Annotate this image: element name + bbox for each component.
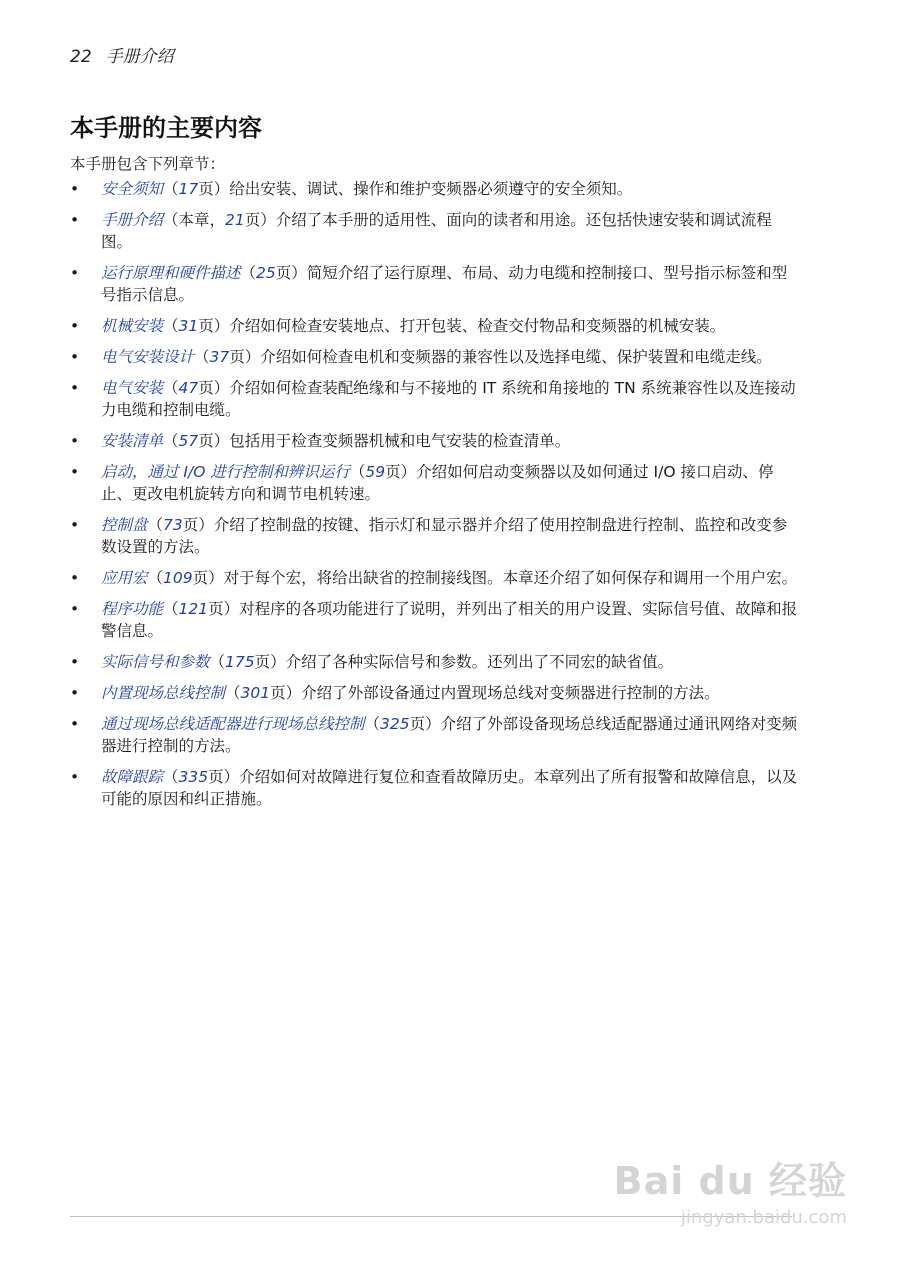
page-ref-open: （ — [163, 600, 179, 618]
chapter-item — [70, 682, 800, 704]
page-number: 22 — [70, 47, 92, 67]
chapter-link[interactable]: 程序功能 — [101, 600, 164, 618]
bullet-icon: • — [70, 317, 80, 335]
chapter-item — [70, 651, 800, 673]
bullet-icon: • — [70, 715, 80, 733]
page-ref-unit: 页） — [198, 180, 230, 198]
page-ref-open: （ — [147, 569, 164, 587]
page-header — [70, 42, 174, 67]
page-ref-unit: 页） — [254, 653, 286, 671]
chapter-description: 给出安装、调试、操作和维护变频器必须遵守的安全须知。 — [229, 180, 633, 198]
page-ref-number[interactable]: 325 — [380, 715, 410, 733]
page-ref-open: （ — [163, 211, 179, 229]
page-ref-open: （ — [225, 684, 241, 702]
chapter-link[interactable]: 电气安装设计 — [101, 348, 195, 366]
page-ref-number[interactable]: 21 — [225, 211, 245, 229]
bullet-icon: • — [70, 379, 80, 397]
page-ref-open: （ — [194, 348, 210, 366]
page-ref-open: （ — [240, 264, 257, 282]
page-ref-open: （ — [349, 463, 366, 481]
chapter-description: 对于每个宏，将给出缺省的控制接线图。本章还介绍了如何保存和调用一个用户宏。 — [223, 569, 798, 587]
chapter-link[interactable]: 实际信号和参数 — [101, 653, 210, 671]
chapter-item — [70, 461, 800, 505]
page-ref-number[interactable]: 335 — [178, 768, 209, 786]
page-ref-open: （ — [209, 653, 226, 671]
page-ref-number[interactable]: 47 — [178, 379, 199, 397]
chapter-link[interactable]: 应用宏 — [101, 569, 148, 587]
page-ref-unit: 页） — [409, 715, 441, 733]
page-ref-unit: 页） — [229, 348, 261, 366]
chapter-item — [70, 514, 800, 558]
page-ref-unit: 页） — [275, 264, 307, 282]
page-ref-number[interactable]: 73 — [163, 516, 183, 534]
chapter-description: 介绍了控制盘的按键、指示灯和显示器并介绍了使用控制盘进行控制、监控和改变参数设置的方法。 — [101, 516, 788, 556]
intro-text: 本手册包含下列章节： — [70, 155, 226, 173]
page-ref-unit: 页） — [192, 569, 224, 587]
chapter-item — [70, 178, 800, 200]
chapter-link[interactable]: 控制盘 — [101, 516, 148, 534]
page-ref-unit: 页） — [198, 317, 230, 335]
chapter-item — [70, 315, 800, 337]
chapter-item — [70, 377, 800, 421]
watermark — [614, 1150, 847, 1228]
bullet-icon: • — [70, 569, 80, 587]
bullet-icon: • — [70, 211, 80, 229]
chapter-link[interactable]: 机械安装 — [101, 317, 164, 335]
page-ref-number[interactable]: 59 — [365, 463, 386, 481]
chapter-description: 介绍了外部设备通过内置现场总线对变频器进行控制的方法。 — [301, 684, 720, 702]
chapter-list — [70, 178, 800, 819]
page-ref-open: （ — [163, 432, 179, 450]
bullet-icon: • — [70, 653, 80, 671]
chapter-link[interactable]: 手册介绍 — [101, 211, 164, 229]
chapter-item — [70, 209, 800, 253]
page-title: 本手册的主要内容 — [70, 114, 262, 142]
bullet-icon: • — [70, 600, 80, 618]
page-ref-number[interactable]: 25 — [256, 264, 276, 282]
page-ref-number[interactable]: 121 — [178, 600, 209, 618]
chapter-description: 简短介绍了运行原理、布局、动力电缆和控制接口、型号指示标签和型号指示信息。 — [101, 264, 788, 304]
chapter-link[interactable]: 安装清单 — [101, 432, 164, 450]
bullet-icon: • — [70, 264, 80, 282]
chapter-link[interactable]: 运行原理和硬件描述 — [101, 264, 241, 282]
chapter-item — [70, 262, 800, 306]
watermark-logo: Bai du 经验 — [613, 1159, 847, 1203]
chapter-item — [70, 346, 800, 368]
bullet-icon: • — [70, 432, 80, 450]
bullet-icon: • — [70, 684, 80, 702]
chapter-item — [70, 766, 800, 810]
chapter-description: 介绍如何对故障进行复位和查看故障历史。本章列出了所有报警和故障信息，以及可能的原因和纠正措施。 — [101, 768, 798, 808]
chapter-item — [70, 567, 800, 589]
bullet-icon: • — [70, 348, 80, 366]
chapter-link[interactable]: 故障跟踪 — [101, 768, 164, 786]
chapter-link[interactable]: 通过现场总线适配器进行现场总线控制 — [101, 715, 365, 733]
chapter-link[interactable]: 启动，通过 I/O 进行控制和辨识运行 — [101, 463, 350, 481]
page-ref-number[interactable]: 37 — [209, 348, 230, 366]
page-ref-open: （ — [163, 768, 179, 786]
page-ref-unit: 页） — [198, 379, 230, 397]
page-ref-open: （ — [364, 715, 381, 733]
page-ref-number[interactable]: 175 — [225, 653, 255, 671]
page-ref-number[interactable]: 31 — [178, 317, 199, 335]
page-ref-unit: 页） — [208, 768, 240, 786]
page-ref-unit: 页） — [244, 211, 276, 229]
chapter-description: 包括用于检查变频器机械和电气安装的检查清单。 — [229, 432, 571, 450]
chapter-description: 介绍了各种实际信号和参数。还列出了不同宏的缺省值。 — [285, 653, 674, 671]
chapter-description: 对程序的各项功能进行了说明，并列出了相关的用户设置、实际信号值、故障和报警信息。 — [101, 600, 798, 640]
bullet-icon: • — [70, 768, 80, 786]
page-ref-unit: 页） — [182, 516, 214, 534]
page-ref-open: （ — [163, 317, 179, 335]
bullet-icon: • — [70, 463, 80, 481]
chapter-description: 介绍了本手册的适用性、面向的读者和用途。还包括快速安装和调试流程图。 — [101, 211, 772, 251]
page-ref-unit: 页） — [385, 463, 417, 481]
page-ref-open: （ — [147, 516, 164, 534]
page-ref-prefix: 本章， — [178, 211, 226, 229]
page-ref-number[interactable]: 301 — [240, 684, 271, 702]
chapter-description: 介绍如何检查安装地点、打开包装、检查交付物品和变频器的机械安装。 — [229, 317, 726, 335]
chapter-item — [70, 713, 800, 757]
chapter-description: 介绍了外部设备现场总线适配器通过通讯网络对变频器进行控制的方法。 — [101, 715, 798, 755]
chapter-link[interactable]: 电气安装 — [101, 379, 164, 397]
bullet-icon: • — [70, 180, 80, 198]
page-ref-open: （ — [163, 379, 179, 397]
page-ref-unit: 页） — [198, 432, 230, 450]
page-ref-number[interactable]: 17 — [178, 180, 199, 198]
chapter-description: 介绍如何检查电机和变频器的兼容性以及选择电缆、保护装置和电缆走线。 — [260, 348, 772, 366]
bullet-icon: • — [70, 516, 80, 534]
chapter-description: 介绍如何检查装配绝缘和与不接地的 IT 系统和角接地的 TN 系统兼容性以及连接动力电缆和控制电缆。 — [101, 379, 796, 419]
page-ref-unit: 页） — [208, 600, 240, 618]
page-ref-unit: 页） — [270, 684, 302, 702]
chapter-link[interactable]: 内置现场总线控制 — [101, 684, 226, 702]
chapter-description: 介绍如何启动变频器以及如何通过 I/O 接口启动、停止、更改电机旋转方向和调节电机转速。 — [101, 463, 774, 503]
chapter-link[interactable]: 安全须知 — [101, 180, 164, 198]
page-ref-open: （ — [163, 180, 179, 198]
page-ref-number[interactable]: 109 — [163, 569, 193, 587]
page-ref-number[interactable]: 57 — [178, 432, 199, 450]
watermark-url: jingyan.baidu.com — [680, 1207, 847, 1228]
chapter-item — [70, 598, 800, 642]
section-title: 手册介绍 — [105, 47, 174, 67]
chapter-item — [70, 430, 800, 452]
